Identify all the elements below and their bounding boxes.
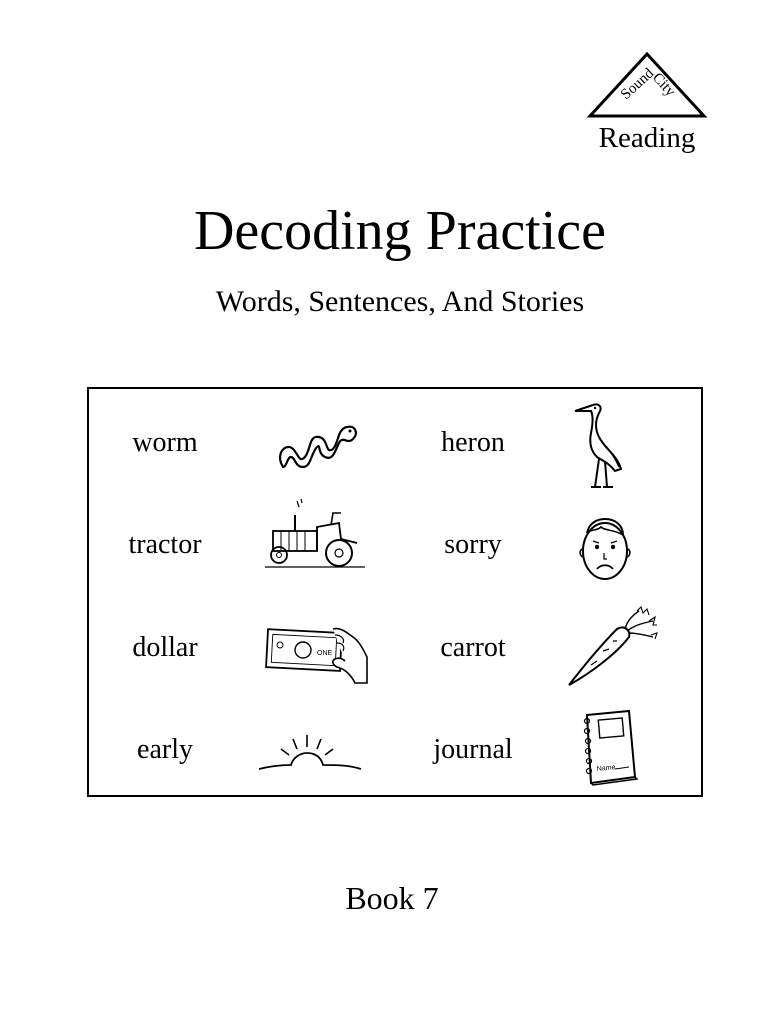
sad-face-icon <box>577 513 633 587</box>
word-sorry: sorry <box>444 529 502 560</box>
triangle-logo-icon <box>586 50 708 122</box>
carrot-icon <box>563 603 659 689</box>
word-journal: journal <box>433 734 513 765</box>
page-title: Decoding Practice <box>193 200 607 262</box>
worm-icon <box>273 415 363 473</box>
word-tractor: tractor <box>128 529 202 560</box>
page-subtitle: Words, Sentences, And Stories <box>215 285 585 318</box>
word-worm: worm <box>132 427 198 458</box>
sunrise-icon <box>255 727 363 773</box>
logo-sound-text: Sound <box>617 65 658 103</box>
sound-city-reading-logo <box>586 50 708 160</box>
notebook-name-label: Name <box>596 764 616 773</box>
word-carrot: carrot <box>440 632 506 663</box>
dollar-bill-icon <box>263 623 371 687</box>
word-early: early <box>137 734 193 765</box>
logo-city-text: City <box>649 69 679 100</box>
book-number: Book 7 <box>345 880 439 916</box>
heron-icon <box>571 397 631 493</box>
word-dollar: dollar <box>132 632 198 663</box>
tractor-icon <box>261 497 371 575</box>
logo-reading-text: Reading <box>598 122 696 154</box>
vocabulary-box <box>87 387 703 797</box>
svg-text:ONE: ONE <box>317 650 333 657</box>
word-heron: heron <box>441 427 505 458</box>
notebook-icon <box>579 707 639 787</box>
